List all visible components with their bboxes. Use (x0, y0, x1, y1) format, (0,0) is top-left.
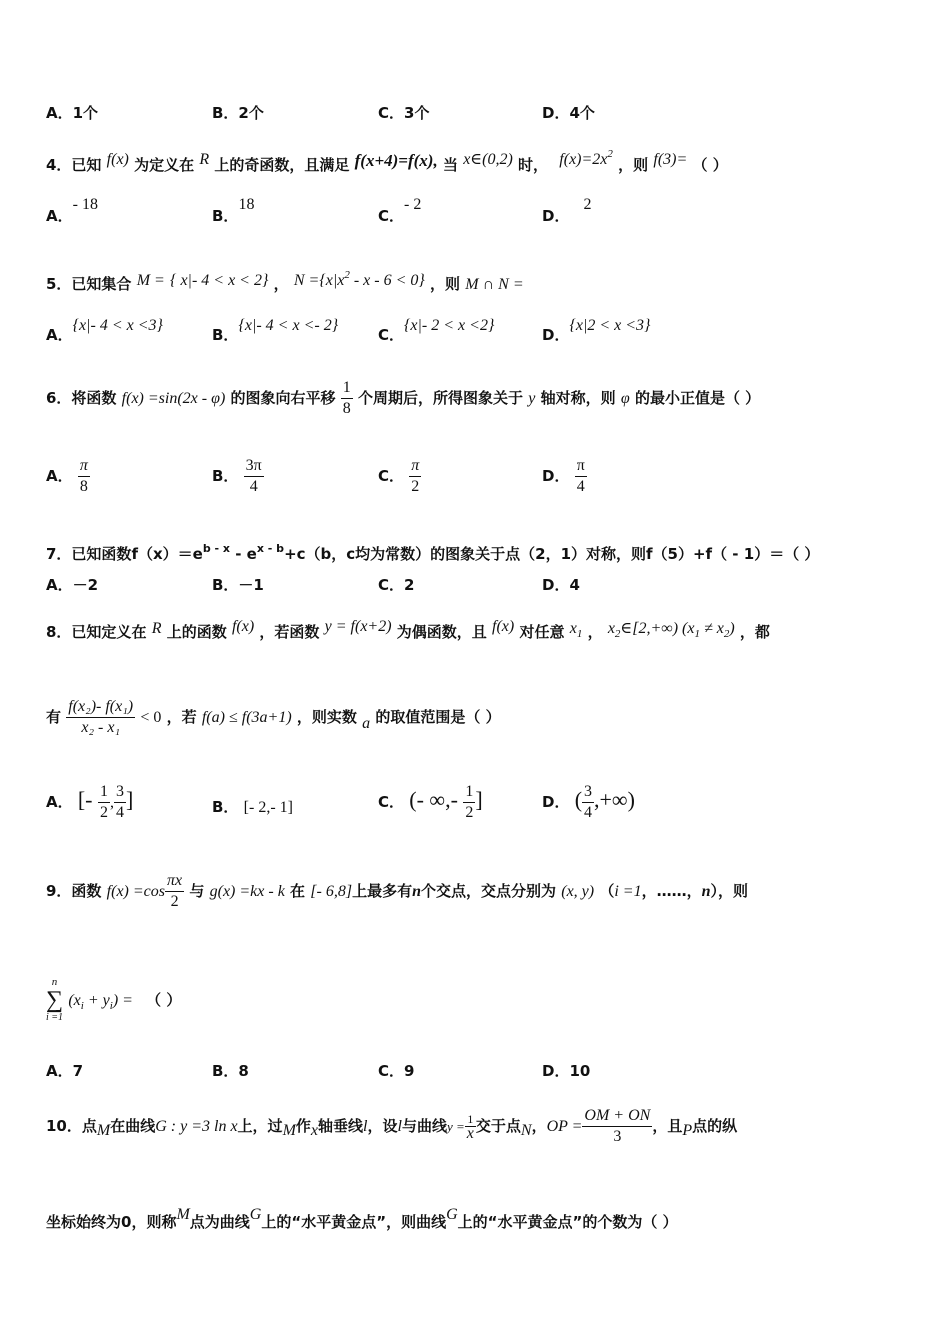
q5-number: 5．已知集合 (46, 275, 132, 293)
sum-symbol: n ∑ i =1 (46, 976, 64, 1023)
q5-N: N ={x|x (293, 272, 345, 289)
q5-intersection: M ∩ N = (465, 276, 524, 293)
q4-text-1: 为定义在 (134, 156, 195, 174)
q4-option-b: B．18 (212, 196, 255, 225)
q5-option-b: B．{x|- 4 < x <- 2} (212, 317, 339, 344)
q6-option-d: D． $\frac{\pi}{4}$ (542, 457, 585, 495)
q4-equation: f(x+4)=f(x), (354, 151, 438, 170)
q8-option-a: A． [- $\frac{1}{2}$ , $\frac{3}{4}$ ] (46, 783, 134, 821)
q9-option-c: C．9 (378, 1062, 415, 1080)
question-5: 5．已知集合 M = { x|- 4 < x < 2} ， $N =\{x|x^2 - x - 6 < 0\}$ ，则 M ∩ N = (46, 269, 524, 293)
question-8-line-2: 有 $\frac{\text{f(x₂)- f(x₁)}}{\text{x₂ - x₁}}$ < 0 ，若 f(a) ≤ f(3a+1) ，则实数 a 的取值范围是（ ） (46, 698, 501, 736)
q4-option-a: A．- 18 (46, 196, 98, 225)
q4-value-c: - 2 (404, 196, 422, 213)
q4-number: 4．已知 (46, 156, 102, 174)
q5-option-a: A．{x|- 4 < x <3} (46, 317, 163, 344)
q4-value-b: 18 (238, 196, 255, 213)
q7-option-a: A．－2 (46, 576, 99, 594)
q7-option-d: D．4 (542, 576, 580, 594)
question-9: 9．函数 f(x) =cos $\frac{\pi x}{2}$ 与 g(x) =kx - k 在 [- 6,8]上最多有n个交点，交点分别为 (x, y) （i =1，……，n），则 (46, 872, 749, 910)
q7-option-b: B．－1 (212, 576, 264, 594)
q5-M: M = (136, 272, 165, 289)
q6-option-c: C． $\frac{\pi}{2}$ (378, 457, 420, 495)
q8-option-d: D． ( $\frac{3}{4}$ ,+∞) (542, 783, 635, 821)
question-10: 10．点M在曲线G : y =3 ln x上，过M作x轴垂线l，设l与曲线y = $\frac{1}{x}$ 交于点N，OP = $\frac{OM + ON}{3}$ ，且P点的纵 (46, 1107, 738, 1145)
q4-text-4: 时， (518, 156, 549, 174)
q6-function: f(x) =sin(2x - φ) (121, 390, 226, 407)
q5-M-set: { x|- 4 < x < 2} (170, 272, 269, 289)
q4-option-d: D．2 (542, 196, 592, 225)
q4-value-d: 2 (583, 196, 592, 213)
q5-option-d: D．{x|2 < x <3} (542, 317, 651, 344)
q9-option-b: B．8 (212, 1062, 249, 1080)
q4-paren: （ ） (692, 156, 728, 174)
question-9-sum: n ∑ i =1 $(x_i + y_i)$ = （ ） (46, 976, 182, 1023)
q8-option-c: C． (- ∞,- $\frac{1}{2}$ ] (378, 783, 483, 821)
q5-N-set: - x - 6 < 0} (349, 272, 425, 289)
q4-domain: x∈(0,2) (463, 151, 513, 168)
q4-value-a: - 18 (72, 196, 98, 213)
q4-R: R (199, 151, 210, 168)
q7-option-c: C．2 (378, 576, 415, 594)
q5-option-c: C．{x|- 2 < x <2} (378, 317, 495, 344)
q4-option-c: C．- 2 (378, 196, 422, 225)
question-4 (46, 143, 910, 176)
q3-option-b: B．2个 (212, 104, 264, 122)
q6-option-b: B． $\frac{3\pi}{4}$ (212, 457, 262, 495)
q4-text-3: 当 (442, 156, 458, 174)
q3-option-d: D．4个 (542, 104, 595, 122)
q3-option-a: A．1个 (46, 104, 99, 122)
q9-option-a: A．7 (46, 1062, 84, 1080)
question-8: 8．已知定义在 R 上的函数 f(x) ，若函数 y = f(x+2) 为偶函数，且 f(x) 对任意 $x_1$ ， $x_2\in[2,+\infty)$ $(x_1 \ne x_2)$ ，都 (46, 618, 770, 641)
q8-option-b: B． [- 2,- 1] (212, 798, 293, 816)
q9-option-d: D．10 (542, 1062, 591, 1080)
q4-fx: f(x) (106, 151, 129, 168)
q3-option-c: C．3个 (378, 104, 430, 122)
q4-text-5: ，则 (618, 156, 649, 174)
question-10-line-2: 坐标始终为0，则称M点为曲线G上的“水平黄金点”，则曲线G上的“水平黄金点”的个数为（ ） (46, 1206, 678, 1231)
q6-option-a: A． $\frac{\pi}{8}$ (46, 457, 88, 495)
q4-square: 2 (607, 148, 613, 160)
q4-f3: f(3)= (653, 151, 688, 168)
q4-definition: f(x)=2x (559, 151, 608, 168)
q4-text-2: 上的奇函数，且满足 (214, 156, 350, 174)
question-6: 6．将函数 f(x) =sin(2x - φ) 的图象向右平移 $\frac{1}{8}$ 个周期后，所得图象关于 y 轴对称，则 φ 的最小正值是（ ） (46, 379, 761, 417)
question-7: 7．已知函数$f(x)=e^{b - x} - e^{x - b}+c(b$，c均为常数）的图象关于点（2，1）对称，则f（5）+f（ - 1）＝（ ） (46, 542, 820, 563)
